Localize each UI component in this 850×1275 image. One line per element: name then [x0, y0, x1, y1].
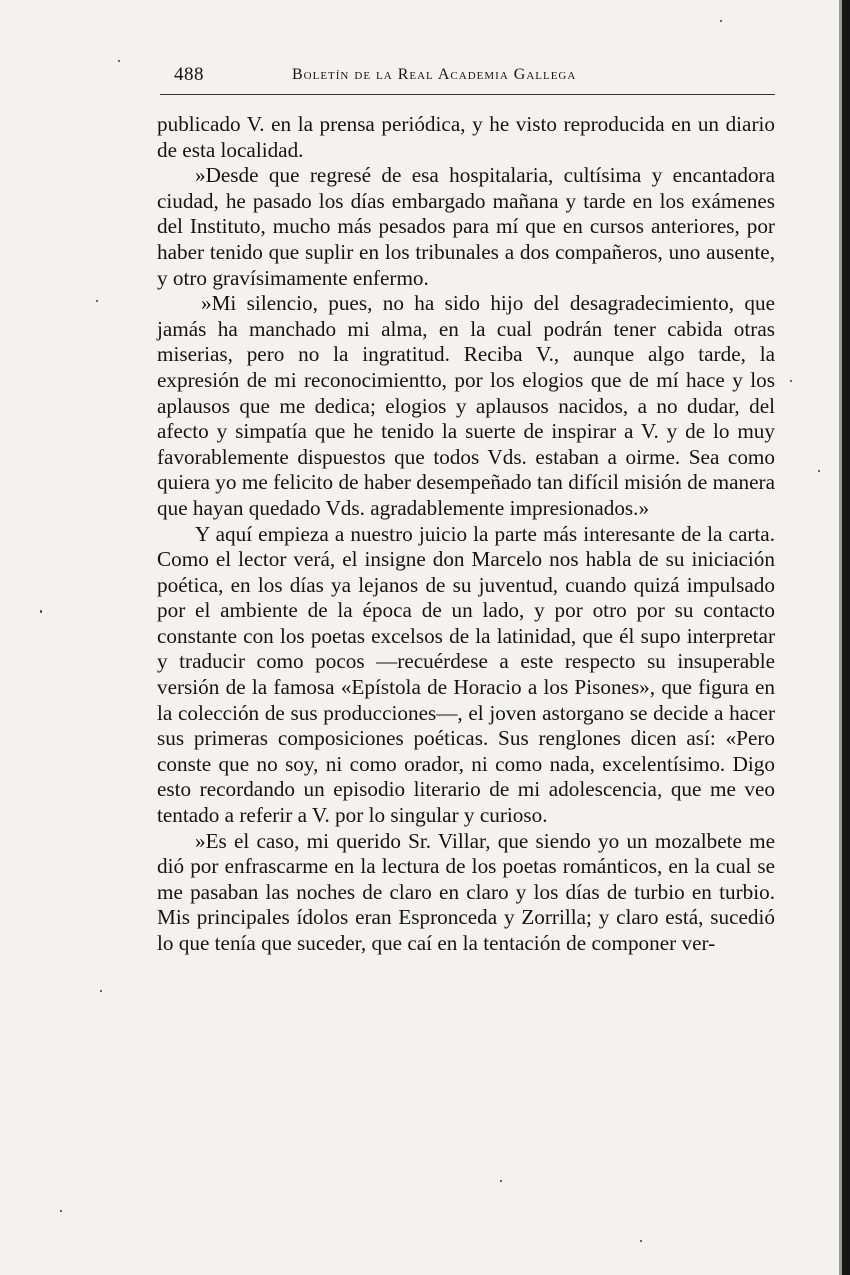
scan-speck: [100, 990, 102, 992]
paragraph-4: Y aquí empieza a nuestro juicio la parte más interesante de la carta. Como el lector verá, el insigne don Marcelo nos habla de su iniciación poética, en los días ya lejanos de su juventud, cuando quizá impulsado por el ambiente de la época de un lado, y por otro por su contacto constante con los poetas excelsos de la latinidad, que él supo interpretar y traducir como pocos —recuérdese a este respecto su insuperable versión de la famosa «Epístola de Horacio a los Pisones», que figura en la colección de sus producciones—, el joven astorgano se decide a hacer sus primeras composiciones poéticas. Sus renglones dicen así: «Pero conste que no soy, ni como orador, ni como nada, excelentísimo. Digo esto recordando un episodio literario de mi adolescencia, que me veo tentado a referir a V. por lo singular y curioso.: [157, 521, 775, 828]
scan-speck: [500, 1180, 502, 1182]
scan-speck: [118, 60, 120, 62]
paragraph-5: »Es el caso, mi querido Sr. Villar, que siendo yo un mozalbete me dió por enfrascarme en la lectura de los poetas románticos, en la cual se me pasaban las noches de claro en claro y los días de turbio en turbio. Mis principales ídolos eran Espronceda y Zorrilla; y claro está, sucedió lo que tenía que suceder, que caí en la tentación de componer ver-: [157, 828, 775, 955]
paragraph-2: »Desde que regresé de esa hospitalaria, cultísima y encantadora ciudad, he pasado los días embargado mañana y tarde en los exámenes del Instituto, mucho más pesados para mí que en cursos anteriores, por haber tenido que suplir en los tribunales a dos compañeros, uno ausente, y otro gravísimamente enfermo.: [157, 163, 775, 290]
body-text: [157, 112, 775, 957]
scan-speck: [640, 1240, 642, 1242]
scan-speck: [818, 470, 820, 472]
page-header: [160, 62, 775, 95]
page-number: 488: [174, 64, 204, 85]
paragraph-3: »Mi silencio, pues, no ha sido hijo del desagradecimiento, que jamás ha manchado mi alma, en la cual podrán tener cabida otras miserias, pero no la ingratitud. Reciba V., aunque algo tarde, la expresión de mi reconocimientto, por los elogios que de mí hace y los aplausos que me dedica; elogios y aplausos nacidos, a no dudar, del afecto y simpatía que he tenido la suerte de inspirar a V. y de lo muy favorablemente dispuestos que todos Vds. estaban a oirme. Sea como quiera yo me felicito de haber desempeñado tan difícil misión de manera que hayan quedado Vds. agradablemente impresionados.»: [157, 291, 775, 520]
scan-speck: [96, 300, 98, 302]
scan-speck: [790, 380, 792, 382]
paragraph-1: publicado V. en la prensa periódica, y he visto reproducida en un diario de esta localidad.: [157, 112, 775, 162]
running-title: Boletín de la Real Academia Gallega: [292, 66, 577, 83]
scan-speck: [720, 20, 722, 22]
scan-speck: [60, 1210, 62, 1212]
page-edge: [842, 0, 850, 1275]
scan-speck: [40, 610, 42, 613]
